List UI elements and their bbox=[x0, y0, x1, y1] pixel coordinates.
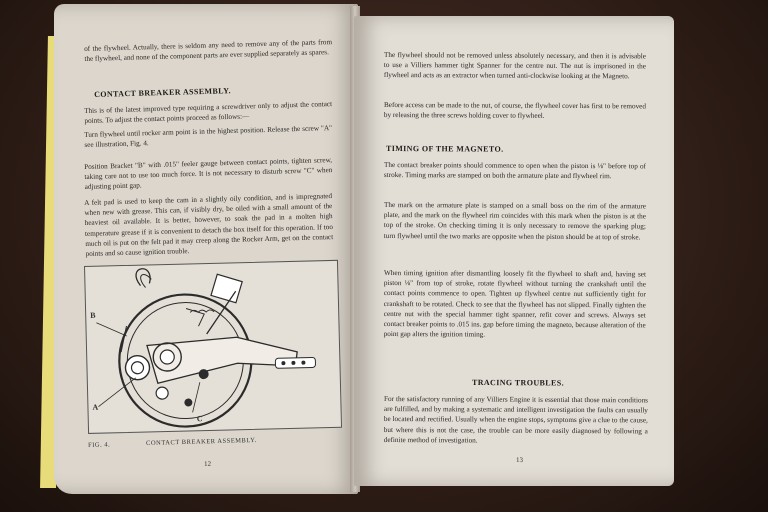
right-page-number: 13 bbox=[515, 456, 523, 465]
timing-paragraph-2: The mark on the armature plate is stamped on a small boss on the rim of the armature plate, and the mark on the flywheel rim coincides with this mark when the piston is at the top of the stroke. On checking timing it is only necessary to remove the sparking plug; turn flywheel until the two marks are opposite when the piston should be at top of stroke. bbox=[383, 200, 646, 241]
tracing-troubles-paragraph: For the satisfactory running of any Villiers Engine it is essential that those main conditions are fulfilled, and by making a systematic and intelligent investigation the faults can usually be located and rectified. Usually when the engine stops, symptoms give a clue to the cause, but where this is not the case, the trouble can be more easily diagnosed by following a definite method of investigation. bbox=[383, 395, 648, 445]
fig-4-illustration bbox=[84, 260, 342, 434]
timing-magneto-heading: TIMING OF THE MAGNETO. bbox=[385, 144, 504, 154]
left-page bbox=[54, 4, 358, 494]
contact-breaker-paragraph-2: Turn flywheel until rocker arm point is in the highest position. Release the screw "A" see illustration, Fig. 4. bbox=[84, 124, 333, 150]
flywheel-paragraph-1: The flywheel should not be removed unless absolutely necessary, and then it is advisable to use a Villiers hammer tight Spanner for the centre nut. The nut is imprisoned in the flywheel and acts as an extractor when turned anti-clockwise looking at the Magneto. bbox=[383, 50, 646, 81]
contact-breaker-paragraph-4: A felt pad is used to keep the cam in a slightly oily condition, and is impregnated when new with grease. This can, if visibly dry, be oiled with a small amount of the heaviest oil available. It is better, however, to soak the pad in a molten high temperature grease if it is convenient to detach the box itself for this operation. If too much oil is put on the felt pad it may creep along the Rocker Arm, get on the contact points and so cause ignition trouble. bbox=[84, 192, 334, 258]
fig-label-b: B bbox=[90, 310, 97, 320]
figure-caption: CONTACT BREAKER ASSEMBLY. bbox=[146, 436, 257, 447]
tracing-troubles-heading: TRACING TROUBLES. bbox=[471, 378, 565, 388]
left-intro-text: of the flywheel. Actually, there is seldom any need to remove any of the parts from the flywheel, and none of the component parts are ever supplied separately as spares. bbox=[84, 38, 333, 64]
fig-label-c: C bbox=[196, 414, 204, 424]
timing-paragraph-3: When timing ignition after dismantling loosely fit the flywheel to shaft and, having set piston ⅛" from top of stroke, rotate flywheel without turning the crankshaft until the contact points commence to open. Tighten up flywheel centre nut sufficiently tight for crankshaft to be rotated. Check to see that the flywheel has not slipped. Finally tighten the centre nut with the special hammer tight spanner, refit cover and screws. Always set contact breaker points to .015 ins. gap before timing the magneto, because alteration of the point gap alters the ignition timing. bbox=[383, 269, 646, 339]
contact-breaker-drawing bbox=[85, 261, 341, 433]
contact-breaker-heading: CONTACT BREAKER ASSEMBLY. bbox=[94, 86, 232, 99]
flywheel-paragraph-2: Before access can be made to the nut, of course, the flywheel cover has first to be removed by releasing the three screws holding cover to flywheel. bbox=[383, 100, 646, 121]
figure-number: FIG. 4. bbox=[88, 441, 111, 449]
contact-breaker-paragraph-1: This is of the latest improved type requiring a screwdriver only to adjust the contact points. To adjust the contact points proceed as follows:— bbox=[84, 100, 333, 126]
left-page-number: 12 bbox=[204, 459, 212, 468]
fig-label-a: A bbox=[92, 402, 99, 412]
right-page bbox=[354, 16, 674, 486]
contact-breaker-paragraph-3: Position Bracket "B" with .015" feeler gauge between contact points, tighten screw, taking care not to use too much force. It is not necessary to disturb screw "C" when adjusting point gap. bbox=[84, 156, 333, 192]
timing-paragraph-1: The contact breaker points should commence to open when the piston is ⅛" before top of stroke. Timing marks are stamped on both the armature plate and flywheel rim. bbox=[383, 160, 646, 181]
